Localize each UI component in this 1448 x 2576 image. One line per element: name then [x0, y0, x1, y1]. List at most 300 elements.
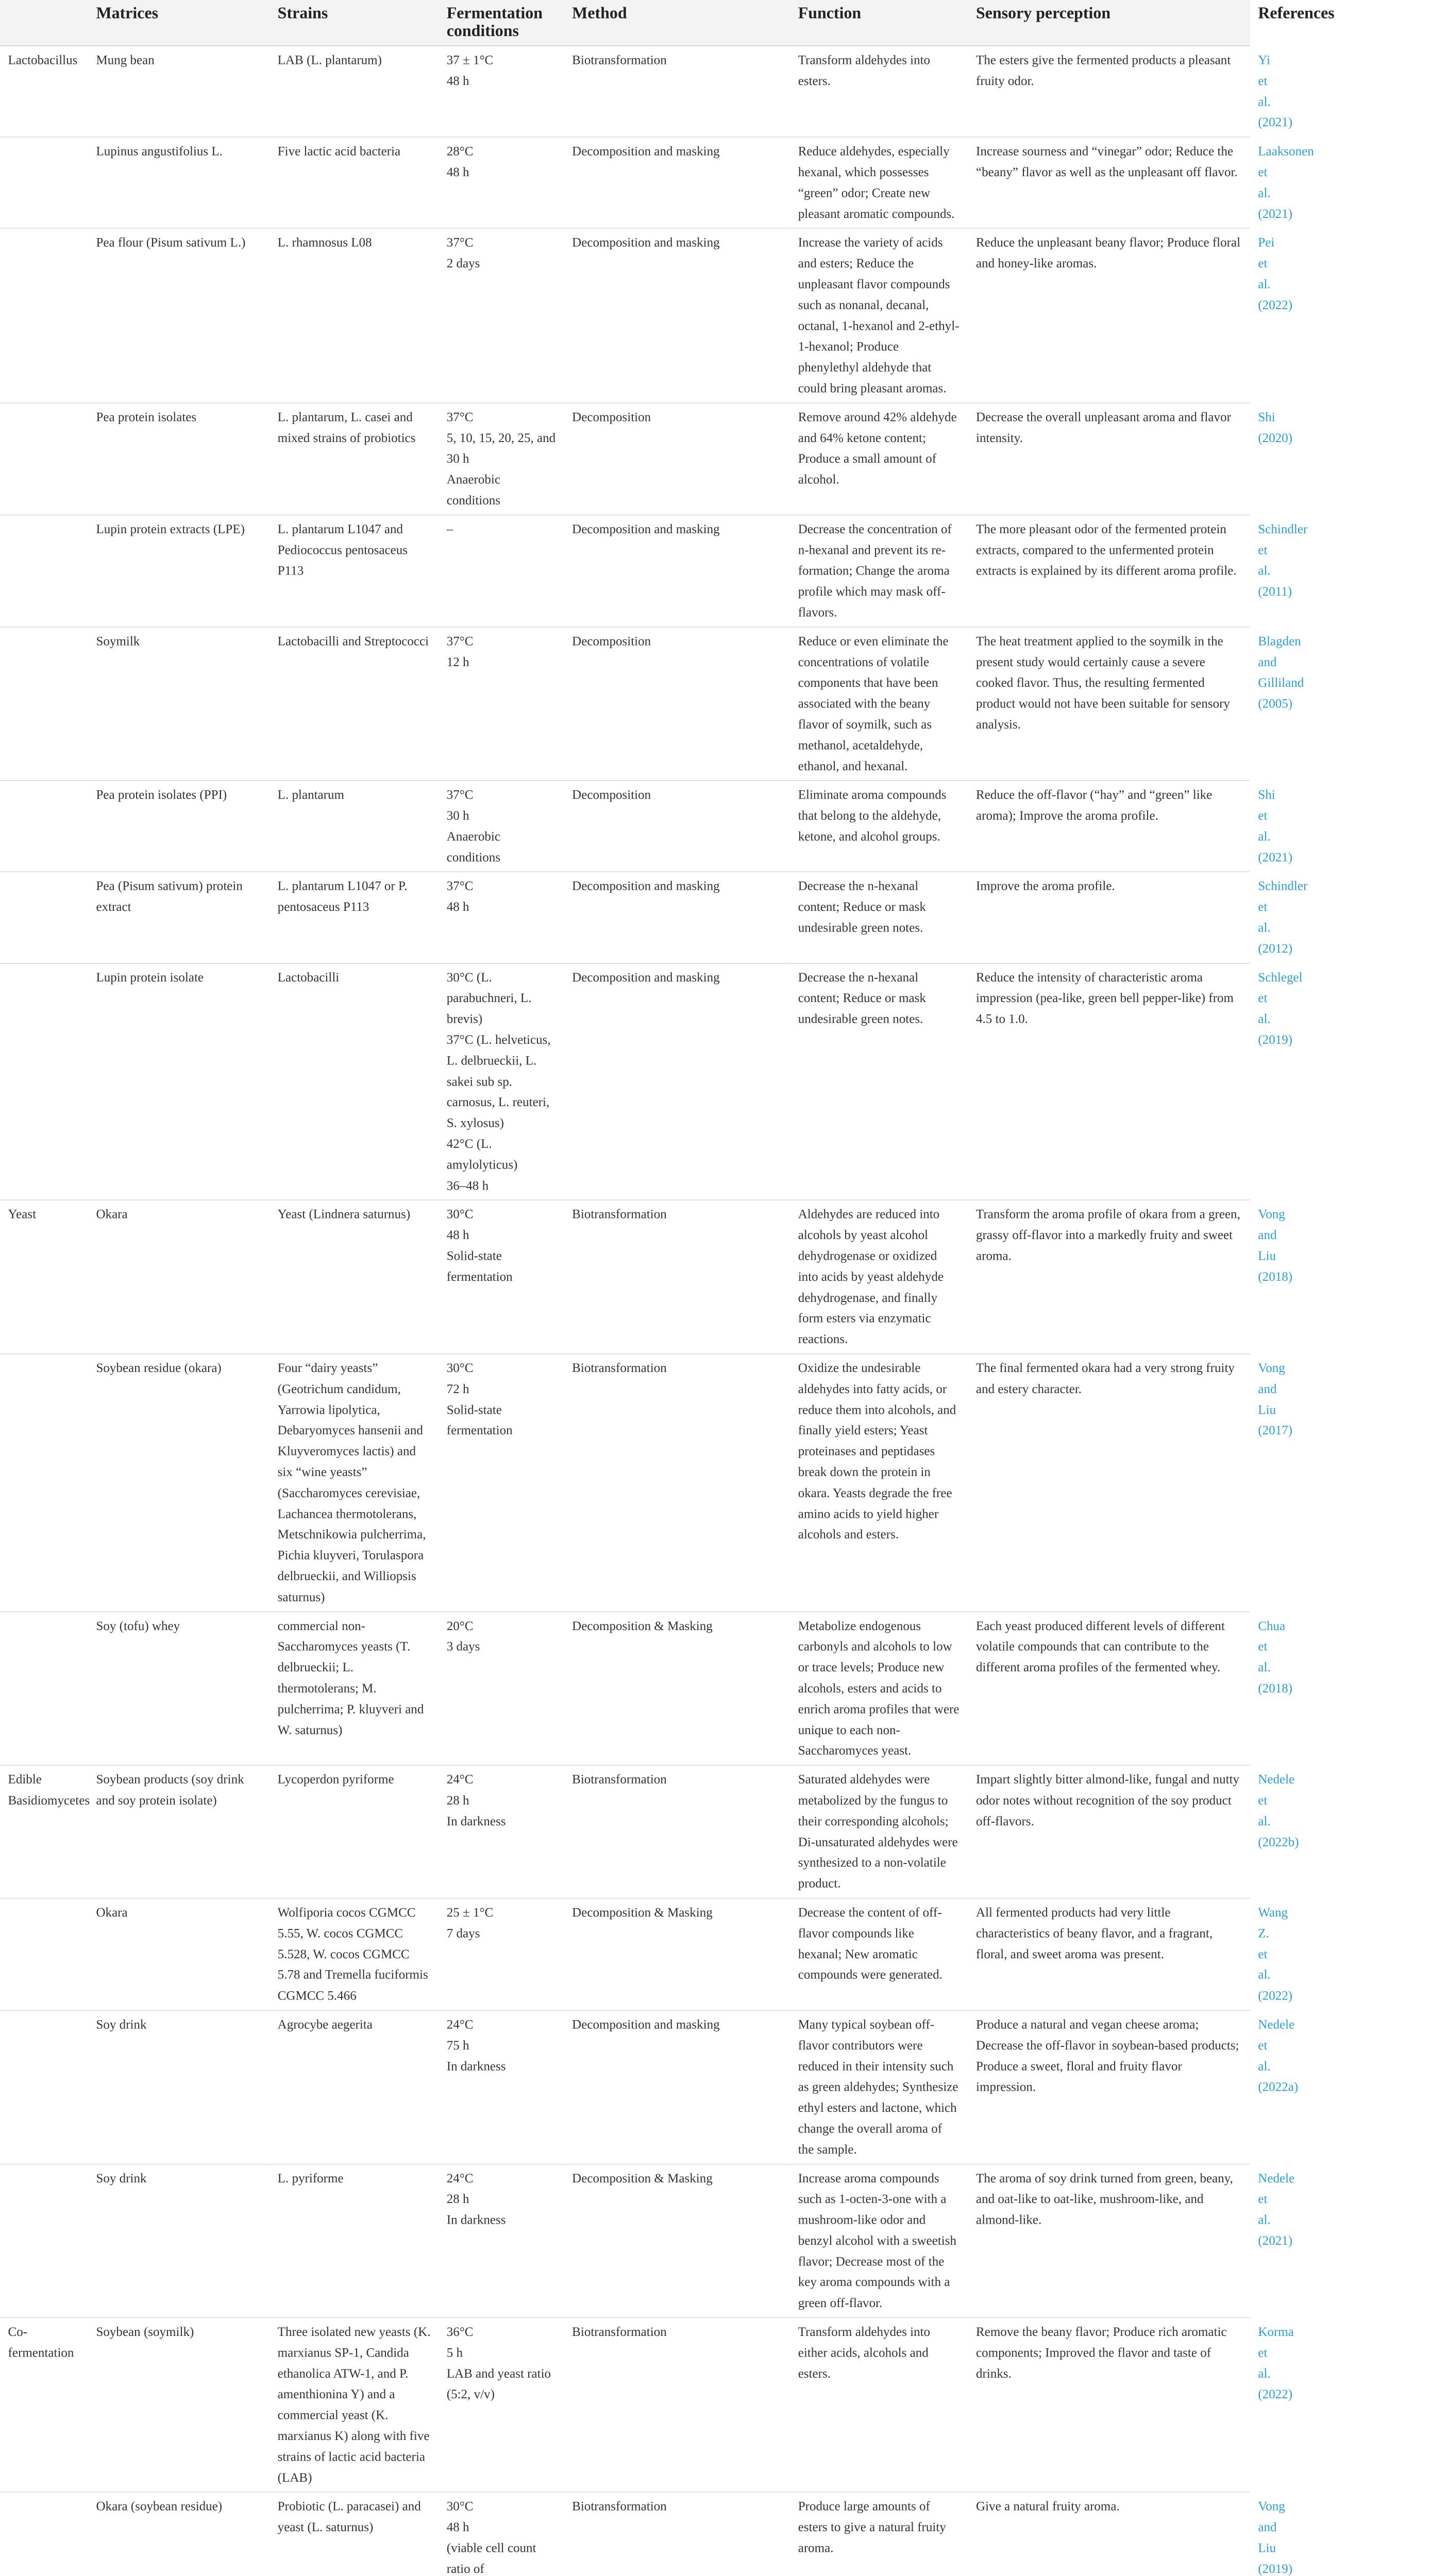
function-text: Transform aldehydes into esters. [798, 53, 931, 88]
method-text: Biotransformation [572, 1207, 667, 1222]
table-cell-method [564, 872, 790, 963]
header-method: Method [572, 4, 627, 23]
table-cell-sensory [968, 1612, 1250, 1765]
table-cell-method [564, 137, 790, 228]
table-cell-method [564, 1898, 790, 2010]
sensory-text: The heat treatment applied to the soymilk in the present study would certainly cause a severe cooked flavor. Thus, the resulting fermented product would not have been suitable for sensory analysis. [976, 634, 1230, 732]
strains-text: Lactobacilli [277, 970, 340, 985]
table-row [0, 781, 1250, 872]
condition-line: 12 h [446, 655, 469, 669]
table-cell-matrix [88, 1354, 270, 1612]
reference-link[interactable]: Schindler et al. (2012) [1258, 879, 1308, 956]
function-text: Metabolize endogenous carbonyls and alcohols to low or trace levels; Produce new alcohols, esters and acids to enrich aroma profiles that were unique to each non-Saccharomyces yeast. [798, 1618, 959, 1758]
header-function: Function [798, 4, 862, 23]
sensory-text: All fermented products had very little characteristics of beany flavor, and a fragrant, floral, and sweet aroma was present. [976, 1905, 1213, 1961]
table-cell-sensory [968, 1354, 1250, 1612]
sensory-text: Give a natural fruity aroma. [976, 2499, 1120, 2514]
method-text: Biotransformation [572, 1772, 667, 1787]
table-cell-conditions [439, 627, 564, 781]
condition-line: 3 days [446, 1639, 480, 1654]
reference-link[interactable]: Shi (2020) [1258, 410, 1293, 445]
strains-text: LAB (L. plantarum) [277, 53, 382, 67]
function-text: Decrease the content of off-flavor compounds like hexanal; New aromatic compounds were generated. [798, 1905, 942, 1982]
table-cell-sensory [968, 2010, 1250, 2164]
reference-link[interactable]: Nedele et al. (2022a) [1258, 2017, 1299, 2094]
table-cell-strains [270, 1612, 439, 1765]
condition-line: 30 h [446, 808, 469, 823]
table-cell-group [0, 2164, 88, 2317]
table-cell-strains [270, 2164, 439, 2317]
table-cell-method [564, 2318, 790, 2493]
table-cell-conditions [439, 963, 564, 1200]
table-cell-conditions [439, 2492, 564, 2576]
matrix-text: Soy (tofu) whey [96, 1618, 180, 1633]
condition-line: 37°C [446, 235, 474, 250]
table-cell-sensory [968, 46, 1250, 137]
table-cell-function [790, 515, 968, 627]
table-cell-matrix [88, 46, 270, 137]
strains-text: L. plantarum L1047 and Pediococcus pentosaceus P113 [277, 522, 408, 578]
table-cell-function [790, 228, 968, 403]
group-text: Yeast [8, 1207, 37, 1222]
table-cell-strains [270, 2318, 439, 2493]
table-cell-matrix [88, 2164, 270, 2317]
function-text: Reduce or even eliminate the concentrations of volatile components that have been associated with the beany flavor of soymilk, such as methanol, acetaldehyde, ethanol, and hexanal. [798, 634, 949, 773]
table-cell-strains [270, 963, 439, 1200]
table-cell-function [790, 1898, 968, 2010]
table-cell-strains [270, 403, 439, 515]
strains-text: L. rhamnosus L08 [277, 235, 372, 250]
table-cell-conditions [439, 2318, 564, 2493]
matrix-text: Soy drink [96, 2017, 147, 2032]
table-cell-conditions [439, 137, 564, 228]
matrix-text: Okara (soybean residue) [96, 2499, 223, 2514]
table-cell-function [790, 627, 968, 781]
table-cell-group [0, 2318, 88, 2493]
table-cell-matrix [88, 1200, 270, 1353]
table-cell-sensory [968, 2318, 1250, 2493]
table-cell-group [0, 1898, 88, 2010]
group-text: Co-fermentation [8, 2325, 74, 2360]
matrix-text: Okara [96, 1905, 128, 1920]
strains-text: Three isolated new yeasts (K. marxianus SP-1, Candida ethanolica ATW-1, and P. amenthionina Y) and a commercial yeast (K. marxianus K) along with five strains of lactic acid bacteria (LAB) [277, 2325, 431, 2485]
table-cell-strains [270, 1898, 439, 2010]
matrix-text: Okara [96, 1207, 128, 1222]
method-text: Decomposition & Masking [572, 1905, 713, 1920]
table-row [0, 1765, 1250, 1898]
table-row [0, 963, 1250, 1200]
table-header-row: Matrices Strains Fermentation conditions Method Function Sensory perception References [0, 0, 1250, 46]
table-cell-method [564, 781, 790, 872]
strains-text: Five lactic acid bacteria [277, 144, 401, 159]
table-cell-matrix [88, 1898, 270, 2010]
matrix-text: Soy drink [96, 2171, 147, 2185]
header-group [0, 0, 88, 46]
table-cell-function [790, 1200, 968, 1353]
sensory-text: Decrease the overall unpleasant aroma and flavor intensity. [976, 410, 1231, 445]
method-text: Decomposition [572, 788, 651, 802]
function-text: Many typical soybean off-flavor contributors were reduced in their intensity such as green aldehydes; Synthesize ethyl esters and lactone, which change the overall aroma of the sample. [798, 2017, 958, 2157]
condition-line: 5 h [446, 2345, 463, 2360]
condition-line: 37°C [446, 410, 474, 425]
sensory-text: Reduce the unpleasant beany flavor; Produce floral and honey-like aromas. [976, 235, 1241, 271]
table-cell-method [564, 1765, 790, 1898]
table-cell-conditions [439, 228, 564, 403]
strains-text: Yeast (Lindnera saturnus) [277, 1207, 411, 1222]
strains-text: L. plantarum L1047 or P. pentosaceus P113 [277, 879, 408, 914]
condition-line: Anaerobic conditions [446, 829, 501, 865]
sensory-text: Improve the aroma profile. [976, 879, 1115, 893]
table-cell-strains [270, 1354, 439, 1612]
table-cell-group [0, 137, 88, 228]
table-cell-conditions [439, 1765, 564, 1898]
table-cell-sensory [968, 781, 1250, 872]
function-text: Aldehydes are reduced into alcohols by yeast alcohol dehydrogenase or oxidized into acids by yeast aldehyde dehydrogenase, and finally form esters via enzymatic reactions. [798, 1207, 944, 1347]
reference-link[interactable]: Chua et al. (2018) [1258, 1618, 1293, 1696]
table-row [0, 2492, 1250, 2576]
reference-link[interactable]: Yi et al. (2021) [1258, 53, 1293, 130]
condition-line: 30°C (L. parabuchneri, L. brevis) [446, 970, 532, 1026]
table-row [0, 2164, 1250, 2317]
condition-line: 7 days [446, 1926, 480, 1941]
table-cell-conditions [439, 515, 564, 627]
strains-text: Wolfiporia cocos CGMCC 5.55, W. cocos CGMCC 5.528, W. cocos CGMCC 5.78 and Tremella fuciformis CGMCC 5.466 [277, 1905, 428, 2003]
table-cell-strains [270, 872, 439, 963]
strains-text: L. plantarum, L. casei and mixed strains of probiotics [277, 410, 416, 445]
table-cell-function [790, 963, 968, 1200]
sensory-text: Reduce the off-flavor (“hay” and “green” like aroma); Improve the aroma profile. [976, 788, 1213, 823]
table-cell-method [564, 1612, 790, 1765]
function-text: Remove around 42% aldehyde and 64% ketone content; Produce a small amount of alcohol. [798, 410, 957, 487]
table-body [0, 46, 1314, 2576]
table-cell-function [790, 2318, 968, 2493]
condition-line: 48 h [446, 165, 469, 179]
table-cell-sensory [968, 1898, 1250, 2010]
table-cell-group [0, 515, 88, 627]
table-cell-method [564, 1200, 790, 1353]
table-cell-strains [270, 627, 439, 781]
condition-line: 48 h [446, 1228, 469, 1243]
table-cell-matrix [88, 2492, 270, 2576]
table-row [0, 2010, 1250, 2164]
method-text: Decomposition & Masking [572, 2171, 713, 2185]
condition-line: 42°C (L. amylolyticus) [446, 1137, 518, 1172]
table-cell-group [0, 1354, 88, 1612]
table-cell-method [564, 2010, 790, 2164]
matrix-text: Pea protein isolates (PPI) [96, 788, 227, 802]
strains-text: Lycoperdon pyriforme [277, 1772, 394, 1787]
matrix-text: Soybean products (soy drink and soy protein isolate) [96, 1772, 244, 1808]
reference-link[interactable]: Nedele et al. (2022b) [1258, 1772, 1299, 1850]
table-cell-function [790, 1354, 968, 1612]
function-text: Decrease the concentration of n-hexanal and prevent its re-formation; Change the aroma profile which may mask off-flavors. [798, 522, 952, 620]
table-cell-matrix [88, 1765, 270, 1898]
condition-line: 30°C [446, 2499, 474, 2514]
condition-line: 37°C (L. helveticus, L. delbrueckii, L. sakei sub sp. carnosus, L. reuteri, S. xylosus) [446, 1032, 551, 1130]
table-cell-conditions [439, 1898, 564, 2010]
matrix-text: Lupinus angustifolius L. [96, 144, 223, 159]
table-cell-matrix [88, 627, 270, 781]
table-cell-function [790, 2164, 968, 2317]
table-cell-strains [270, 137, 439, 228]
reference-link[interactable]: Shi et al. (2021) [1258, 788, 1293, 865]
sensory-text: Increase sourness and “vinegar” odor; Reduce the “beany” flavor as well as the unpleasant off flavor. [976, 144, 1238, 179]
reference-link[interactable]: Blagden and Gilliland (2005) [1258, 634, 1304, 711]
table-cell-strains [270, 228, 439, 403]
header-sensory-perception: Sensory perception [976, 4, 1111, 23]
table-cell-method [564, 228, 790, 403]
sensory-text: Impart slightly bitter almond-like, fungal and nutty odor notes without recognition of the soy product off-flavors. [976, 1772, 1240, 1828]
condition-line: 28°C [446, 144, 474, 159]
condition-line: (viable cell count ratio of [446, 2540, 536, 2576]
table-row [0, 872, 1250, 963]
table-cell-matrix [88, 137, 270, 228]
function-text: Reduce aldehydes, especially hexanal, which possesses “green” odor; Create new pleasant aromatic compounds. [798, 144, 955, 221]
reference-link[interactable]: Vong and Liu (2017) [1258, 1361, 1293, 1438]
table-cell-group [0, 1200, 88, 1353]
table-cell-sensory [968, 963, 1250, 1200]
table-cell-group [0, 2010, 88, 2164]
table-row [0, 46, 1250, 137]
table-cell-group [0, 872, 88, 963]
matrix-text: Soybean residue (okara) [96, 1361, 222, 1376]
table-row [0, 2318, 1250, 2493]
table-cell-conditions [439, 46, 564, 137]
sensory-text: Transform the aroma profile of okara from a green, grassy off-flavor into a markedly fruity and sweet aroma. [976, 1207, 1240, 1263]
table-cell-function [790, 781, 968, 872]
header-fermentation-conditions: Fermentation conditions [446, 4, 543, 40]
table-cell-method [564, 963, 790, 1200]
table-cell-group [0, 1612, 88, 1765]
reference-link[interactable]: Vong and Liu (2018) [1258, 1207, 1293, 1284]
table-cell-matrix [88, 963, 270, 1200]
condition-line: 48 h [446, 2520, 469, 2535]
table-cell-conditions [439, 781, 564, 872]
matrix-text: Soybean (soymilk) [96, 2325, 194, 2340]
table-cell-function [790, 137, 968, 228]
table-cell-conditions [439, 1612, 564, 1765]
table-cell-group [0, 46, 88, 137]
table-cell-strains [270, 2010, 439, 2164]
condition-line: – [446, 522, 453, 536]
condition-line: 36–48 h [446, 1178, 489, 1193]
condition-line: Solid-state fermentation [446, 1402, 513, 1438]
condition-line: 37°C [446, 788, 474, 802]
table-cell-matrix [88, 2010, 270, 2164]
table-cell-conditions [439, 872, 564, 963]
reference-link[interactable]: Nedele et al. (2021) [1258, 2171, 1295, 2248]
sensory-text: The esters give the fermented products a pleasant fruity odor. [976, 53, 1231, 88]
table-cell-matrix [88, 403, 270, 515]
condition-line: 72 h [446, 1382, 469, 1396]
table-cell-group [0, 1765, 88, 1898]
reference-link[interactable]: Schindler et al. (2011) [1258, 522, 1308, 599]
table-cell-function [790, 1765, 968, 1898]
method-text: Biotransformation [572, 2325, 667, 2340]
table-cell-matrix [88, 872, 270, 963]
reference-link[interactable]: Laaksonen et al. (2021) [1258, 144, 1314, 221]
condition-line: 24°C [446, 2171, 474, 2185]
table-cell-function [790, 1612, 968, 1765]
table-cell-group [0, 963, 88, 1200]
condition-line: 28 h [446, 2192, 469, 2207]
condition-line: 24°C [446, 1772, 474, 1787]
table-row [0, 403, 1250, 515]
strains-text: commercial non-Saccharomyces yeasts (T. delbrueckii; L. thermotolerans; M. pulcherrima; P. kluyveri and W. saturnus) [277, 1618, 424, 1737]
condition-line: 30°C [446, 1207, 474, 1222]
condition-line: 2 days [446, 256, 480, 271]
table-cell-function [790, 2010, 968, 2164]
condition-line: In darkness [446, 1814, 506, 1828]
table-cell-group [0, 228, 88, 403]
strains-text: L. plantarum [277, 788, 344, 802]
table-cell-sensory [968, 1765, 1250, 1898]
condition-line: 36°C [446, 2325, 474, 2340]
condition-line: 30°C [446, 1361, 474, 1376]
function-text: Produce large amounts of esters to give a natural fruity aroma. [798, 2499, 946, 2555]
method-text: Decomposition and masking [572, 879, 720, 893]
group-text: Edible Basidiomycetes [8, 1772, 90, 1808]
function-text: Transform aldehydes into either acids, alcohols and esters. [798, 2325, 931, 2381]
table-row [0, 137, 1250, 228]
header-matrices: Matrices [96, 4, 159, 23]
header-strains: Strains [277, 4, 328, 23]
table-cell-matrix [88, 515, 270, 627]
table-cell-sensory [968, 2164, 1250, 2317]
condition-line: 37°C [446, 634, 474, 649]
matrix-text: Lupin protein isolate [96, 970, 204, 985]
table-cell-strains [270, 1200, 439, 1353]
table-row [0, 1898, 1250, 2010]
function-text: Saturated aldehydes were metabolized by the fungus to their corresponding alcohols; Di-unsaturated aldehydes were synthesized to a non-volatile product. [798, 1772, 958, 1891]
condition-line: 24°C [446, 2017, 474, 2032]
sensory-text: Remove the beany flavor; Produce rich aromatic components; Improved the flavor and taste of drinks. [976, 2325, 1227, 2381]
function-text: Oxidize the undesirable aldehydes into fatty acids, or reduce them into alcohols, and finally yield esters; Yeast proteinases and peptidases break down the protein in okara. Yeasts degrade the free amino acids to yield higher alcohols and esters. [798, 1361, 956, 1542]
matrix-text: Pea (Pisum sativum) protein extract [96, 879, 243, 914]
condition-line: 48 h [446, 74, 469, 88]
strains-text: Probiotic (L. paracasei) and yeast (L. saturnus) [277, 2499, 421, 2535]
table-row [0, 515, 1250, 627]
table-cell-sensory [968, 403, 1250, 515]
table-cell-conditions [439, 1354, 564, 1612]
table-row [0, 228, 1250, 403]
table-cell-matrix [88, 228, 270, 403]
table-cell-matrix [88, 1612, 270, 1765]
reference-link[interactable]: Pei et al. (2022) [1258, 235, 1293, 312]
table-cell-strains [270, 781, 439, 872]
table-cell-group [0, 2492, 88, 2576]
table-cell-group [0, 403, 88, 515]
method-text: Biotransformation [572, 2499, 667, 2514]
method-text: Decomposition and masking [572, 970, 720, 985]
reference-link[interactable]: Wang Z. et al. (2022) [1258, 1905, 1293, 2003]
sensory-text: The aroma of soy drink turned from green, beany, and oat-like to oat-like, mushroom-like, and almond-like. [976, 2171, 1233, 2227]
function-text: Decrease the n-hexanal content; Reduce or mask undesirable green notes. [798, 879, 926, 935]
table-cell-group [0, 781, 88, 872]
method-text: Biotransformation [572, 1361, 667, 1376]
table-cell-method [564, 2492, 790, 2576]
sensory-text: Reduce the intensity of characteristic aroma impression (pea-like, green bell pepper-like) from 4.5 to 1.0. [976, 970, 1234, 1026]
function-text: Eliminate aroma compounds that belong to the aldehyde, ketone, and alcohol groups. [798, 788, 947, 844]
table-row [0, 627, 1250, 781]
table-cell-function [790, 2492, 968, 2576]
table-cell-group [0, 627, 88, 781]
method-text: Decomposition and masking [572, 522, 720, 536]
matrix-text: Lupin protein extracts (LPE) [96, 522, 245, 536]
condition-line: 37 ± 1°C [446, 53, 494, 67]
table-cell-method [564, 627, 790, 781]
table-cell-strains [270, 46, 439, 137]
condition-line: 48 h [446, 900, 469, 914]
group-text: Lactobacillus [8, 53, 78, 67]
strains-text: L. pyriforme [277, 2171, 344, 2185]
table-cell-sensory [968, 137, 1250, 228]
sensory-text: The final fermented okara had a very strong fruity and estery character. [976, 1361, 1235, 1396]
condition-line: In darkness [446, 2059, 506, 2074]
table-cell-sensory [968, 627, 1250, 781]
sensory-text: The more pleasant odor of the fermented protein extracts, compared to the unfermented protein extracts is explained by its different aroma profile. [976, 522, 1237, 578]
method-text: Decomposition and masking [572, 2017, 720, 2032]
table-cell-method [564, 1354, 790, 1612]
reference-link[interactable]: Vong and Liu (2019) [1258, 2499, 1293, 2576]
table-cell-matrix [88, 781, 270, 872]
reference-link[interactable]: Korma et al. (2022) [1258, 2325, 1294, 2402]
condition-line: 5, 10, 15, 20, 25, and 30 h [446, 431, 556, 466]
table-cell-conditions [439, 403, 564, 515]
matrix-text: Mung bean [96, 53, 155, 67]
condition-line: 25 ± 1°C [446, 1905, 494, 1920]
table-cell-method [564, 46, 790, 137]
method-text: Decomposition [572, 634, 651, 649]
table-cell-matrix [88, 2318, 270, 2493]
strains-text: Lactobacilli and Streptococci [277, 634, 429, 649]
condition-line: 75 h [446, 2038, 469, 2053]
method-text: Decomposition [572, 410, 651, 425]
condition-line: 28 h [446, 1793, 469, 1808]
table-cell-conditions [439, 2010, 564, 2164]
table-cell-sensory [968, 872, 1250, 963]
condition-line: 20°C [446, 1618, 474, 1633]
function-text: Increase the variety of acids and esters; Reduce the unpleasant flavor compounds such as nonanal, decanal, octanal, 1-hexanol and 2-ethyl-1-hexanol; Produce phenylethyl aldehyde that could bring pleasant aromas. [798, 235, 959, 396]
strains-text: Four “dairy yeasts” (Geotrichum candidum, Yarrowia lipolytica, Debaryomyces hansenii and Kluyveromyces lactis) and six “wine yeasts” (Saccharomyces cerevisiae, Lachancea thermotolerans, Metschnikowia pulcherrima, Pichia kluyveri, Torulaspora delbrueckii, and Williopsis saturnus) [277, 1361, 426, 1604]
table-cell-conditions [439, 2164, 564, 2317]
sensory-text: Each yeast produced different levels of different volatile compounds that can contribute to the different aroma profiles of the fermented whey. [976, 1618, 1225, 1675]
table-cell-strains [270, 2492, 439, 2576]
function-text: Decrease the n-hexanal content; Reduce or mask undesirable green notes. [798, 970, 926, 1026]
table-cell-sensory [968, 228, 1250, 403]
condition-line: In darkness [446, 2212, 506, 2227]
table-row [0, 1612, 1250, 1765]
function-text: Increase aroma compounds such as 1-octen-3-one with a mushroom-like odor and benzyl alcohol with a sweetish flavor; Decrease most of the key aroma compounds with a green off-flavor. [798, 2171, 957, 2311]
table-row [0, 1200, 1250, 1353]
table-cell-sensory [968, 515, 1250, 627]
strains-text: Agrocybe aegerita [277, 2017, 373, 2032]
condition-line: Anaerobic conditions [446, 472, 501, 507]
table-cell-function [790, 46, 968, 137]
table-cell-conditions [439, 1200, 564, 1353]
table-cell-function [790, 403, 968, 515]
reference-link[interactable]: Schlegel et al. (2019) [1258, 970, 1303, 1047]
matrix-text: Pea flour (Pisum sativum L.) [96, 235, 246, 250]
table-cell-method [564, 403, 790, 515]
condition-line: Solid-state fermentation [446, 1249, 513, 1284]
table-cell-method [564, 2164, 790, 2317]
method-text: Decomposition and masking [572, 144, 720, 159]
table-cell-strains [270, 1765, 439, 1898]
table-cell-sensory [968, 1200, 1250, 1353]
table-cell-method [564, 515, 790, 627]
condition-line: LAB and yeast ratio (5:2, v/v) [446, 2366, 551, 2402]
